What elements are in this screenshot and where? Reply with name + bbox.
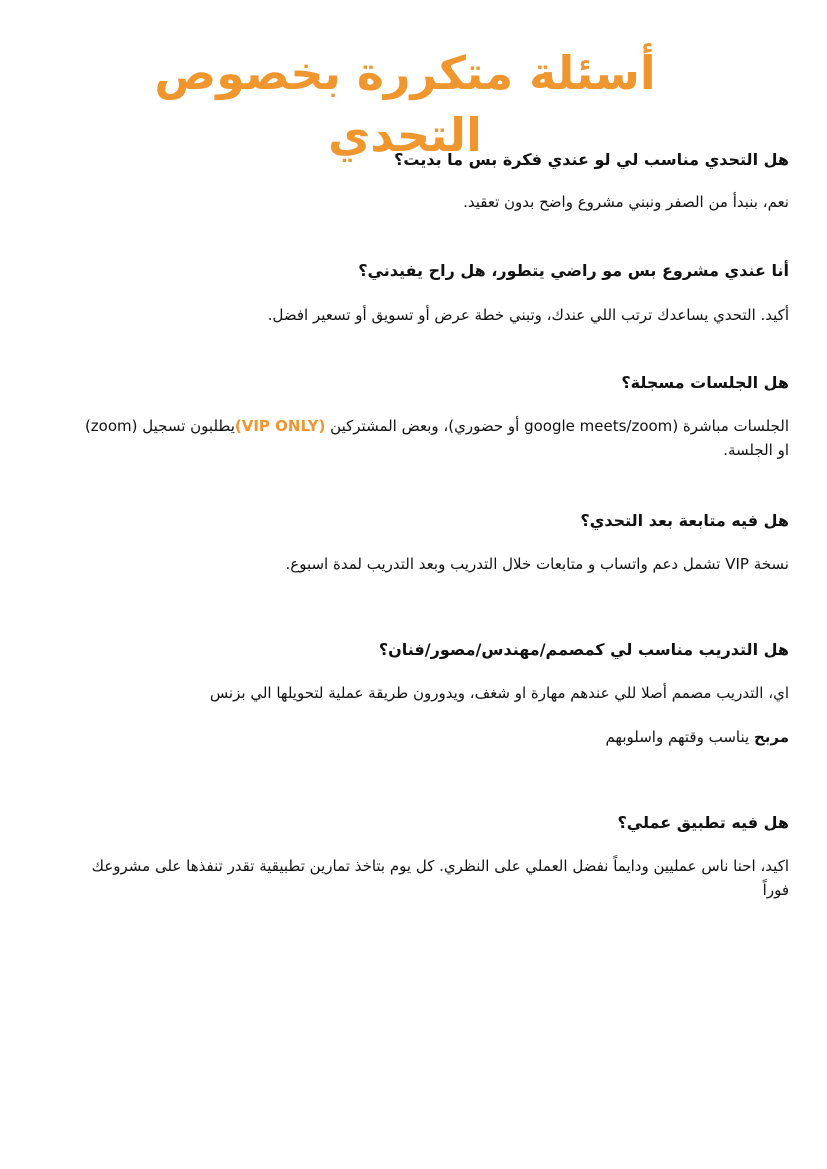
faq-question: أنا عندي مشروع بس مو راضي يتطور، هل راح يفيدني؟ bbox=[358, 261, 789, 280]
bold-word: مربح bbox=[753, 728, 789, 746]
faq-answer-line-1: اي، التدريب مصمم أصلا للي عندهم مهارة او شغف، ويدورون طريقة عملية لتحويلها الي بزنس bbox=[209, 684, 789, 702]
faq-item-2 bbox=[69, 259, 789, 327]
faq-answer: نعم، بنبدأ من الصفر ونبني مشروع واضح بدون تعقيد. bbox=[463, 193, 789, 211]
faq-question: هل التدريب مناسب لي كمصمم/مهندس/مصور/فنان؟ bbox=[378, 640, 789, 659]
faq-answer-text: يناسب وقتهم واسلوبهم bbox=[605, 728, 754, 746]
faq-answer: نسخة VIP تشمل دعم واتساب و متابعات خلال التدريب وبعد التدريب لمدة اسبوع. bbox=[285, 555, 789, 573]
faq-answer-text: يطلبون تسجيل (zoom) او الجلسة. bbox=[84, 417, 789, 459]
faq-question: هل الجلسات مسجلة؟ bbox=[621, 373, 789, 392]
faq-question: هل فيه تطبيق عملي؟ bbox=[617, 813, 789, 832]
vip-only-highlight: (VIP ONLY) bbox=[234, 417, 326, 435]
faq-item-4 bbox=[69, 509, 789, 576]
faq-item-3 bbox=[69, 371, 789, 462]
faq-item-1 bbox=[69, 148, 789, 214]
faq-answer: أكيد. التحدي يساعدك ترتب اللي عندك، وتبني خطة عرض أو تسويق أو تسعير افضل. bbox=[267, 306, 789, 324]
faq-answer: اكيد، احنا ناس عمليين ودايماً نفضل العملي على النظري. كل يوم بتاخذ تمارين تطبيقية تقدر تنفذها على مشروعك فوراً bbox=[91, 857, 789, 899]
faq-answer-line-2 bbox=[69, 725, 789, 749]
faq-item-5 bbox=[69, 638, 789, 749]
faq-item-6 bbox=[69, 811, 789, 902]
faq-answer bbox=[69, 414, 789, 462]
page-title: أسئلة متكررة بخصوص التحدي bbox=[154, 46, 656, 162]
faq-answer-text: الجلسات مباشرة (google meets/zoom أو حضوري)، وبعض المشتركين bbox=[325, 417, 789, 435]
faq-question: هل فيه متابعة بعد التحدي؟ bbox=[580, 511, 789, 530]
faq-question: هل التحدي مناسب لي لو عندي فكرة بس ما بديت؟ bbox=[394, 150, 789, 169]
